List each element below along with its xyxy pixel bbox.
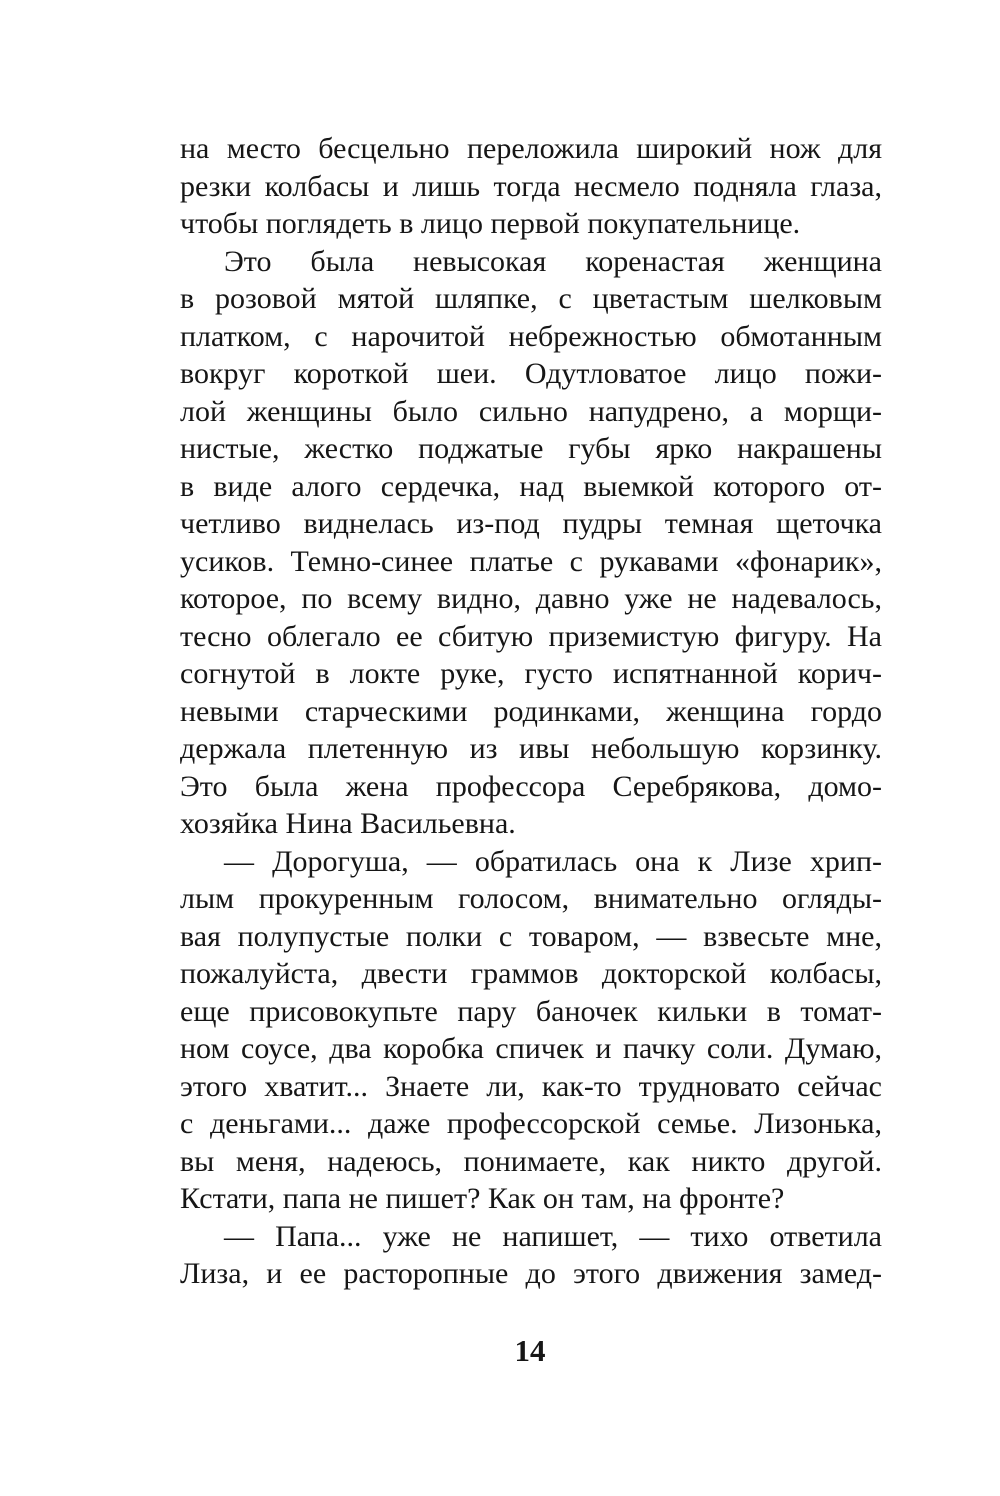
text-line: платком, с нарочитой небрежностью обмотанным — [180, 319, 882, 353]
text-line: еще присовокупьте пару баночек кильки в томат- — [180, 994, 882, 1028]
text-line: тесно облегало ее сбитую приземистую фигуру. На — [180, 619, 882, 653]
text-line: согнутой в локте руке, густо испятнанной корич- — [180, 657, 882, 690]
text-line: вы меня, надеюсь, понимаете, как никто другой. — [180, 1144, 882, 1178]
text-line: резки колбасы и лишь тогда несмело подняла глаза, — [180, 169, 882, 203]
text-line: усиков. Темно-синее платье с рукавами «фонарик», — [180, 544, 882, 578]
text-line: четливо виднелась из-под пудры темная щеточка — [180, 507, 882, 540]
text-line: нистые, жестко поджатые губы ярко накрашены — [180, 432, 882, 465]
paragraph-first-line: — Дорогуша, — обратилась она к Лизе хрип- — [224, 844, 882, 878]
text-line: лой женщины было сильно напудрено, а морщи- — [180, 394, 882, 428]
text-line: этого хватит... Знаете ли, как-то трудновато сейчас — [180, 1069, 882, 1103]
text-line: ном соусе, два коробка спичек и пачку соли. Думаю, — [180, 1032, 882, 1065]
text-line: Это была жена профессора Серебрякова, домо- — [180, 769, 882, 803]
text-line: Лиза, и ее расторопные до этого движения замед- — [180, 1257, 882, 1290]
text-line: на место бесцельно переложила широкий нож для — [180, 132, 882, 165]
text-line: в розовой мятой шляпке, с цветастым шелковым — [180, 282, 882, 315]
text-line: невыми старческими родинками, женщина гордо — [180, 694, 882, 728]
body-text — [180, 130, 882, 1293]
text-line: которое, по всему видно, давно уже не надевалось, — [180, 582, 882, 615]
text-line: в виде алого сердечка, над выемкой которого от- — [180, 469, 882, 503]
paragraph-first-line: Это была невысокая коренастая женщина — [224, 244, 882, 278]
page-number: 14 — [514, 1333, 546, 1368]
text-line: вая полупустые полки с товаром, — взвесьте мне, — [180, 919, 882, 953]
text-line: Кстати, папа не пишет? Как он там, на фронте? — [180, 1182, 785, 1215]
text-line: держала плетенную из ивы небольшую корзинку. — [180, 732, 882, 765]
text-line: лым прокуренным голосом, внимательно огляды- — [180, 882, 882, 915]
text-line: хозяйка Нина Васильевна. — [180, 807, 516, 840]
paragraph-first-line: — Папа... уже не напишет, — тихо ответила — [224, 1219, 882, 1253]
text-line: пожалуйста, двести граммов докторской колбасы, — [180, 957, 882, 990]
text-line: чтобы поглядеть в лицо первой покупательнице. — [180, 207, 801, 240]
text-line: вокруг короткой шеи. Одутловатое лицо пожи- — [180, 357, 882, 390]
text-line: с деньгами... даже профессорской семье. Лизонька, — [180, 1107, 882, 1140]
